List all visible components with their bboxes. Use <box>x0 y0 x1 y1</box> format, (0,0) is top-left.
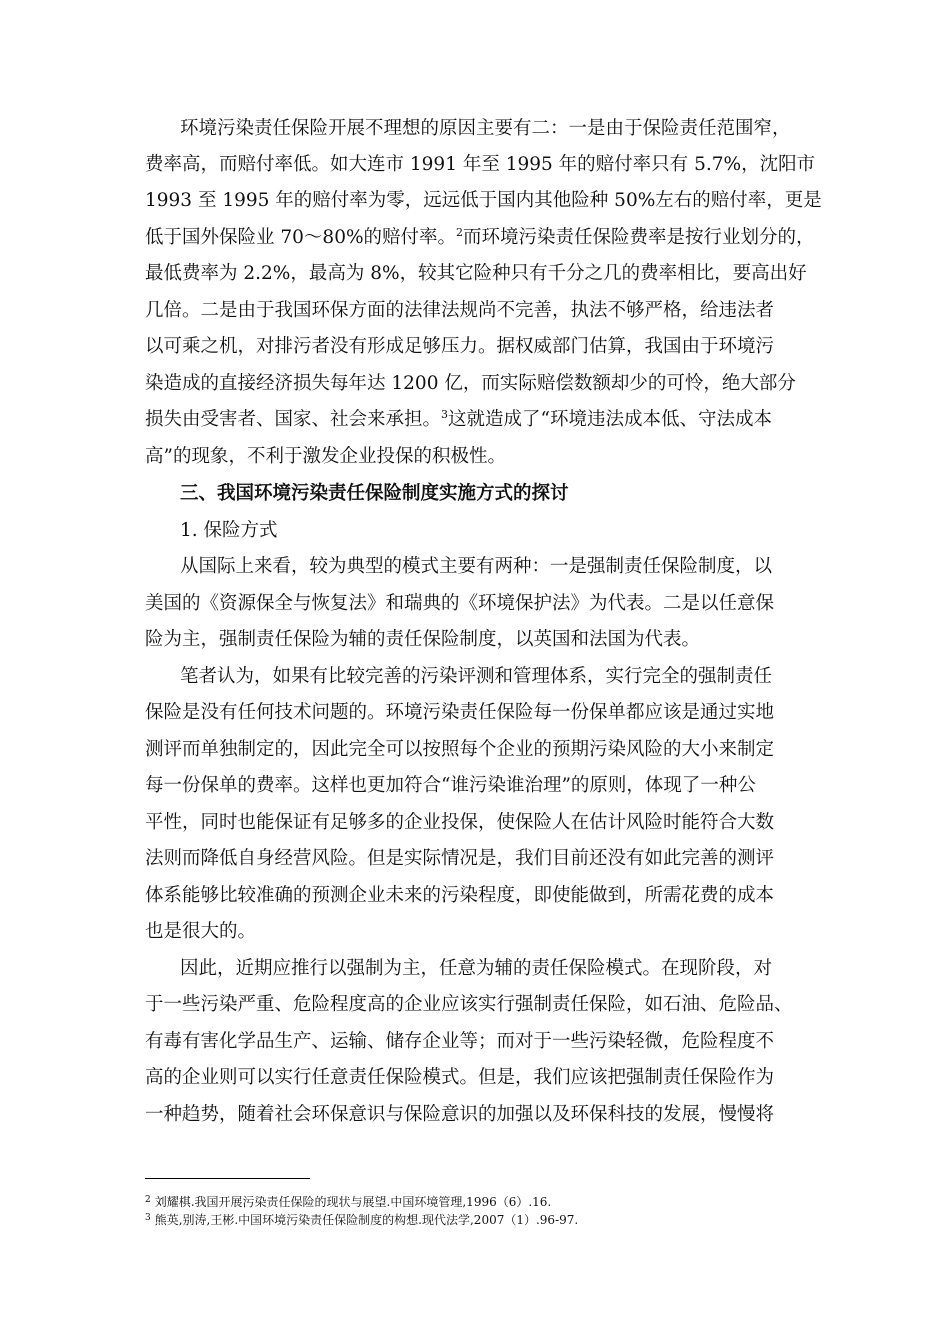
text-segment: 低于国外保险业 70～80%的赔付率。 <box>145 227 457 248</box>
text-segment: 这就造成了“环境违法成本低、守法成本 <box>448 409 772 430</box>
footnote <box>145 1212 578 1228</box>
paragraph-line: 也是很大的。 <box>145 921 257 942</box>
paragraph-line: 染造成的直接经济损失每年达 1200 亿，而实际赔偿数额却少的可怜，绝大部分 <box>145 373 796 394</box>
paragraph-line: 几倍。二是由于我国环保方面的法律法规尚不完善，执法不够严格，给违法者 <box>145 300 775 321</box>
paragraph-line: 于一些污染严重、危险程度高的企业应该实行强制责任保险，如石油、危险品、 <box>145 994 793 1015</box>
text-segment: 而环境污染责任保险费率是按行业划分的， <box>463 227 815 248</box>
paragraph-line: 体系能够比较准确的预测企业未来的污染程度，即使能做到，所需花费的成本 <box>145 885 775 906</box>
subheading: 1. 保险方式 <box>180 520 278 541</box>
footnote-text: 刘耀棋.我国开展污染责任保险的现状与展望.中国环境管理,1996（6）.16. <box>154 1195 552 1209</box>
paragraph-line: 平性，同时也能保证有足够多的企业投保，使保险人在估计风险时能符合大数 <box>145 812 775 833</box>
paragraph-line: 因此，近期应推行以强制为主，任意为辅的责任保险模式。在现阶段，对 <box>180 958 773 979</box>
paragraph-line: 笔者认为，如果有比较完善的污染评测和管理体系，实行完全的强制责任 <box>180 666 773 687</box>
paragraph-line: 1993 至 1995 年的赔付率为零，远远低于国内其他险种 50%左右的赔付率，更是 <box>145 190 822 211</box>
paragraph-line: 从国际上来看，较为典型的模式主要有两种：一是强制责任保险制度，以 <box>180 556 773 577</box>
paragraph-line: 险为主，强制责任保险为辅的责任保险制度，以英国和法国为代表。 <box>145 629 701 650</box>
paragraph-line: 法则而降低自身经营风险。但是实际情况是，我们目前还没有如此完善的测评 <box>145 848 775 869</box>
paragraph-line: 以可乘之机，对排污者没有形成足够压力。据权威部门估算，我国由于环境污 <box>145 336 775 357</box>
footnote-text: 熊英,别涛,王彬.中国环境污染责任保险制度的构想.现代法学,2007（1）.96-97. <box>154 1213 579 1227</box>
footnote-number: 3 <box>145 1213 151 1223</box>
paragraph-line: 费率高，而赔付率低。如大连市 1991 年至 1995 年的赔付率只有 5.7%，沈阳市 <box>145 154 816 175</box>
footnote-ref-3: 3 <box>441 408 449 421</box>
footnote-number: 2 <box>145 1195 151 1205</box>
section-heading: 三、我国环境污染责任保险制度实施方式的探讨 <box>180 483 569 504</box>
paragraph-line: 保险是没有任何技术问题的。环境污染责任保险每一份保单都应该是通过实地 <box>145 702 775 723</box>
paragraph-line: 一种趋势，随着社会环保意识与保险意识的加强以及环保科技的发展，慢慢将 <box>145 1104 775 1125</box>
paragraph-line: 每一份保单的费率。这样也更加符合“谁污染谁治理”的原则，体现了一种公 <box>145 775 756 796</box>
paragraph-line: 最低费率为 2.2%，最高为 8%，较其它险种只有千分之几的费率相比，要高出好 <box>145 263 807 284</box>
paragraph-line: 测评而单独制定的，因此完全可以按照每个企业的预期污染风险的大小来制定 <box>145 739 775 760</box>
paragraph-line: 高”的现象，不利于激发企业投保的积极性。 <box>145 446 506 467</box>
paragraph-line <box>145 405 772 435</box>
text-segment: 损失由受害者、国家、社会来承担。 <box>145 409 442 430</box>
paragraph-line <box>145 223 815 253</box>
paragraph-line: 有毒有害化学品生产、运输、储存企业等；而对于一些污染轻微，危险程度不 <box>145 1031 775 1052</box>
paragraph-line: 环境污染责任保险开展不理想的原因主要有二：一是由于保险责任范围窄， <box>180 118 791 139</box>
paragraph-line: 高的企业则可以实行任意责任保险模式。但是，我们应该把强制责任保险作为 <box>145 1067 775 1088</box>
footnote <box>145 1194 551 1210</box>
footnote-divider <box>145 1178 310 1179</box>
paragraph-line: 美国的《资源保全与恢复法》和瑞典的《环境保护法》为代表。二是以任意保 <box>145 593 775 614</box>
footnote-ref-2: 2 <box>456 226 464 239</box>
